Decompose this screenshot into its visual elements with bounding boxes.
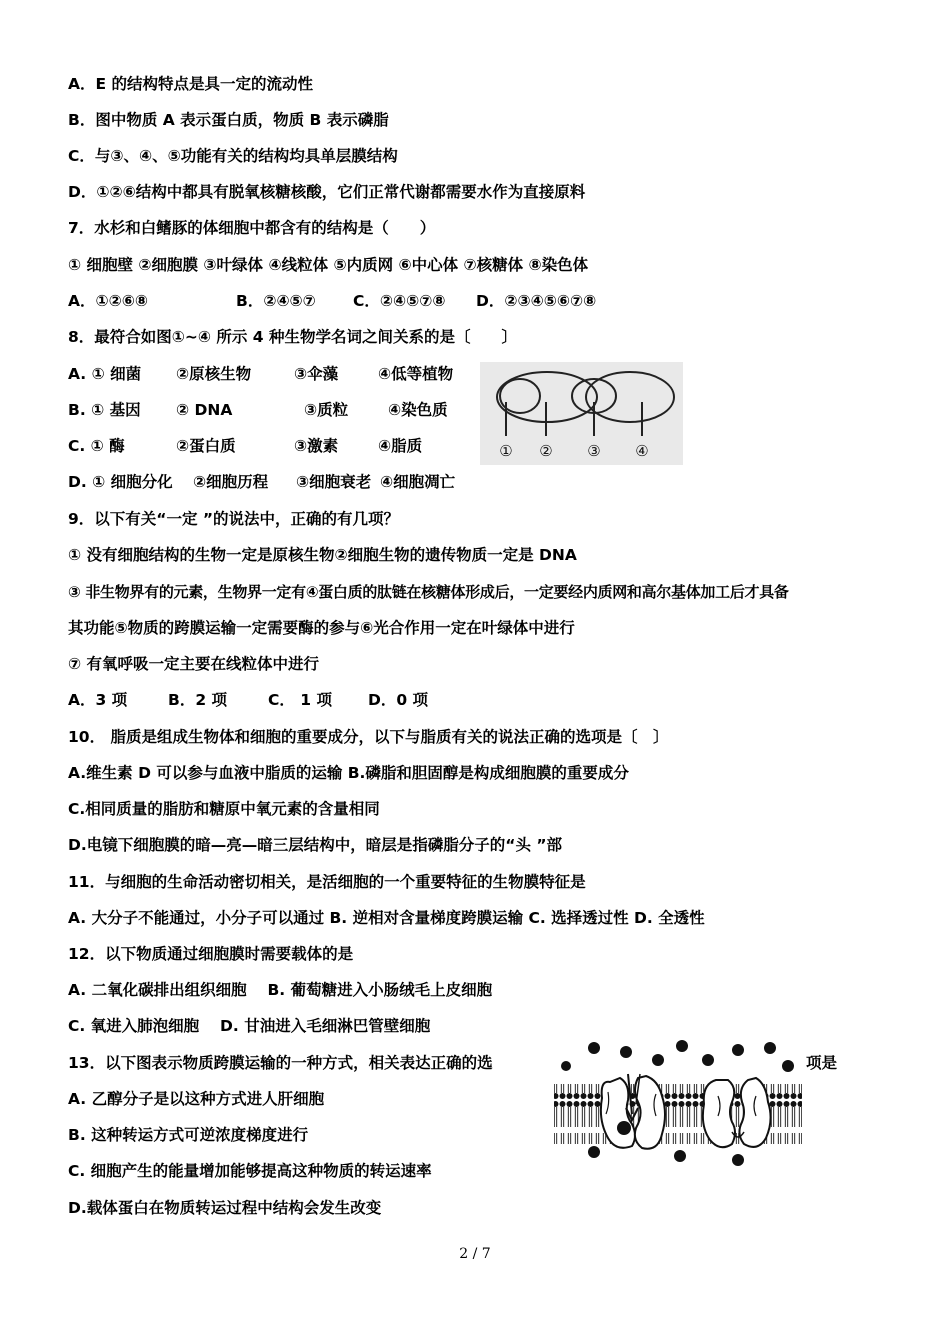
q6-option-d: D．①②⑥结构中都具有脱氧核糖核酸，它们正常代谢都需要水作为直接原料 <box>68 183 586 201</box>
q10-option-d: D.电镜下细胞膜的暗—亮—暗三层结构中，暗层是指磷脂分子的“头 ”部 <box>68 836 563 854</box>
solute-bound <box>617 1121 631 1135</box>
q8-a-term4: ④低等植物 <box>378 365 454 383</box>
q13-stem-end: 项是 <box>806 1054 838 1072</box>
q8-c-term1: C. ① 酶 <box>68 437 125 455</box>
q9-line-2: ③ 非生物界有的元素，生物界一定有④蛋白质的肽链在核糖体形成后，一定要经内质网和高尔基体加工后才具备 <box>68 583 789 601</box>
q12-options-cd: C. 氧进入肺泡细胞 D. 甘油进入毛细淋巴管壁细胞 <box>68 1017 431 1035</box>
q7-option-a: A．①②⑥⑧ <box>68 292 148 310</box>
q7-option-d: D．②③④⑤⑥⑦⑧ <box>476 292 597 310</box>
q13-option-c: C. 细胞产生的能量增加能够提高这种物质的转运速率 <box>68 1162 432 1180</box>
q7-items: ① 细胞壁 ②细胞膜 ③叶绿体 ④线粒体 ⑤内质网 ⑥中心体 ⑦核糖体 ⑧染色体 <box>68 256 589 274</box>
q12-options-ab: A. 二氧化碳排出组织细胞 B. 葡萄糖进入小肠绒毛上皮细胞 <box>68 981 493 999</box>
q9-stem: 9．以下有关“一定 ”的说法中，正确的有几项？ <box>68 510 400 528</box>
q9-line-3: 其功能⑤物质的跨膜运输一定需要酶的参与⑥光合作用一定在叶绿体中进行 <box>68 619 575 637</box>
figure-label-3: ③ <box>587 442 601 460</box>
q8-d-term3: ③细胞衰老 <box>296 473 372 491</box>
q13-option-a: A. 乙醇分子是以这种方式进人肝细胞 <box>68 1090 325 1108</box>
q6-option-c: C．与③、④、⑤功能有关的结构均具单层膜结构 <box>68 147 398 165</box>
q6-option-b: B．图中物质 A 表示蛋白质，物质 B 表示磷脂 <box>68 111 389 129</box>
figure-label-4: ④ <box>635 442 649 460</box>
q9-option-a: A．3 项 <box>68 691 128 709</box>
q9-line-1: ① 没有细胞结构的生物一定是原核生物②细胞生物的遗传物质一定是 DNA <box>68 546 577 564</box>
q8-c-term4: ④脂质 <box>378 437 423 455</box>
q11-stem: 11．与细胞的生命活动密切相关，是活细胞的一个重要特征的生物膜特征是 <box>68 873 586 891</box>
q8-b-term3: ③质粒 <box>304 401 349 419</box>
q10-stem: 10． 脂质是组成生物体和细胞的重要成分，以下与脂质有关的说法正确的选项是〔 〕 <box>68 728 669 746</box>
q8-a-term2: ②原核生物 <box>176 365 252 383</box>
q6-option-a: A．E 的结构特点是具一定的流动性 <box>68 75 313 93</box>
q11-options: A. 大分子不能通过，小分子可以通过 B. 逆相对含量梯度跨膜运输 C. 选择透过性 D. 全透性 <box>68 909 705 927</box>
q8-d-term4: ④细胞凋亡 <box>380 473 456 491</box>
page-number: 2 / 7 <box>459 1246 491 1262</box>
q13-option-d: D.载体蛋白在物质转运过程中结构会发生改变 <box>68 1199 382 1217</box>
q7-stem: 7．水杉和白鳍豚的体细胞中都含有的结构是（ ） <box>68 219 436 237</box>
q9-line-4: ⑦ 有氧呼吸一定主要在线粒体中进行 <box>68 655 320 673</box>
q12-stem: 12．以下物质通过细胞膜时需要载体的是 <box>68 945 354 963</box>
q9-option-c: C． 1 项 <box>268 691 332 709</box>
q8-a-term3: ③伞藻 <box>294 365 339 383</box>
membrane-diagram <box>552 1040 804 1170</box>
q8-c-term2: ②蛋白质 <box>176 437 236 455</box>
figure-label-2: ② <box>539 442 553 460</box>
q8-b-term4: ④染色质 <box>388 401 448 419</box>
q7-option-b: B．②④⑤⑦ <box>236 292 316 310</box>
q8-a-term1: A. ① 细菌 <box>68 365 142 383</box>
q8-d-term2: ②细胞历程 <box>193 473 269 491</box>
q13-stem: 13．以下图表示物质跨膜运输的一种方式，相关表达正确的选 <box>68 1054 493 1072</box>
venn-figure <box>480 362 683 465</box>
q8-c-term3: ③激素 <box>294 437 339 455</box>
q8-b-term1: B. ① 基因 <box>68 401 141 419</box>
q9-option-d: D．0 项 <box>368 691 429 709</box>
membrane-transport-figure <box>552 1040 804 1170</box>
q13-option-b: B. 这种转运方式可逆浓度梯度进行 <box>68 1126 309 1144</box>
figure-label-1: ① <box>499 442 513 460</box>
q10-option-c: C.相同质量的脂肪和糖原中氧元素的含量相同 <box>68 800 380 818</box>
ellipse-4 <box>586 372 674 422</box>
venn-diagram <box>480 362 683 465</box>
q9-option-b: B．2 项 <box>168 691 227 709</box>
q8-d-term1: D. ① 细胞分化 <box>68 473 173 491</box>
q8-stem: 8．最符合如图①~④ 所示 4 种生物学名词之间关系的是〔 〕 <box>68 328 517 346</box>
q7-option-c: C．②④⑤⑦⑧ <box>353 292 446 310</box>
q10-option-ab: A.维生素 D 可以参与血液中脂质的运输 B.磷脂和胆固醇是构成细胞膜的重要成分 <box>68 764 629 782</box>
q8-b-term2: ② DNA <box>176 401 233 419</box>
